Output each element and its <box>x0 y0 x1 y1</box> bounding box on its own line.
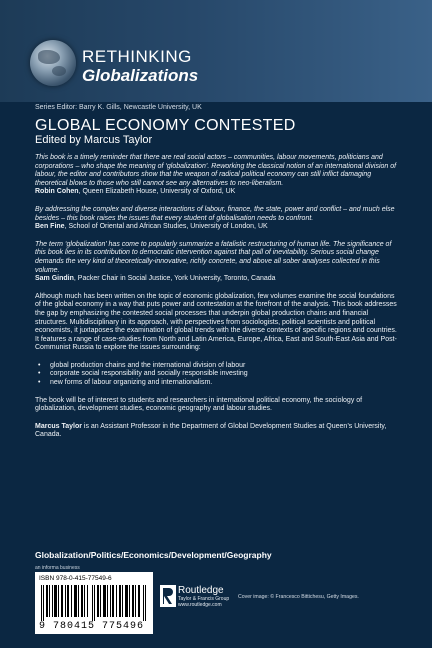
publisher-name: Routledge <box>178 585 224 596</box>
routledge-logo-icon <box>160 585 176 607</box>
list-item: • corporate social responsibility and socially responsible investing <box>38 370 397 379</box>
list-item: • new forms of labour organizing and internationalism. <box>38 379 397 388</box>
endorsement-quote: This book is a timely reminder that there are real social actors – communities, labour movements, politicians and corporations – who shape the meaning of ‘globalization’. Reworking the classical notion of an international division of labour, the editor and contributors show that the weapon of radical political economy can still inflict damaging theoretical blows to those who still cannot see any alternatives to neo-liberalism. <box>35 154 397 187</box>
subject-categories: Globalization/Politics/Economics/Development/Geography <box>35 550 272 560</box>
endorsement-quote: The term ‘globalization’ has come to popularly summarize a fatalistic restructuring of human life. The significance of this book lies in its contribution to democratic intervention against that pall of inevitability. Serious social change demands the very kind of theoretically-innovative, richly concrete, and above all sober analyses collected in this volume. <box>35 240 392 274</box>
list-item: • global production chains and the international division of labour <box>38 362 397 371</box>
endorser-name: Robin Cohen <box>35 188 79 196</box>
informa-tagline: an informa business <box>35 565 80 571</box>
endorser-affiliation: , Packer Chair in Social Justice, York University, Toronto, Canada <box>73 275 276 283</box>
endorser-name: Sam Gindin <box>35 275 74 283</box>
author-bio-text: is an Assistant Professor in the Department of Global Development Studies at Queen’s University, Canada. <box>35 422 387 439</box>
book-description: Although much has been written on the topic of economic globalization, few volumes examine the social foundations of the global economy in a way that puts power and contestation at the forefront of the analysis. This book addresses the gap by emphasizing the contested social processes that underpin global production chains and financial structures. Multidisciplinary in its approach, with perspectives from sociologists, political scientists and political economists, it juxtaposes the examination of global trends with the diverse contexts of specific regions and countries. It features a range of case-studies from North and Latin America, Europe, Africa, East and South-East Asia and Post-Communist Russia to explore the issues surrounding: <box>35 292 397 352</box>
endorsement-attribution <box>35 275 397 284</box>
series-editor: Series Editor: Barry K. Gills, Newcastle University, UK <box>35 104 202 111</box>
audience-statement: The book will be of interest to students and researchers in international political economy, the sociology of globalization, development studies, economic geography and labour studies. <box>35 396 363 413</box>
endorser-affiliation: , Queen Elizabeth House, University of Oxford, UK <box>78 188 236 196</box>
author-bio <box>35 423 397 440</box>
globe-icon <box>30 40 76 86</box>
endorsement-attribution <box>35 223 397 232</box>
series-banner <box>0 0 432 102</box>
endorser-name: Ben Fine <box>35 223 65 231</box>
publisher-url: www.routledge.com <box>178 602 222 608</box>
cover-image-credit: Cover image: © Francesco Bittichesu, Getty Images. <box>238 594 359 600</box>
publisher-logo <box>160 585 240 611</box>
issues-list <box>38 362 397 388</box>
book-title: GLOBAL ECONOMY CONTESTED <box>35 117 296 134</box>
barcode-icon <box>41 585 147 621</box>
isbn-barcode <box>35 572 153 634</box>
isbn-label: ISBN 978-0-415-77549-6 <box>39 575 112 582</box>
author-name: Marcus Taylor <box>35 422 82 430</box>
blurb <box>35 150 397 449</box>
isbn-digits: 9 780415 775496 <box>39 621 145 632</box>
endorser-affiliation: , School of Oriental and African Studies, University of London, UK <box>64 223 268 231</box>
endorsement-attribution <box>35 188 397 197</box>
series-name-italic: Globalizations <box>82 66 199 85</box>
book-editor: Edited by Marcus Taylor <box>35 134 153 146</box>
publisher-group: Taylor & Francis Group <box>178 596 230 602</box>
series-name: RETHINKING <box>82 47 192 66</box>
endorsement-quote: By addressing the complex and diverse interactions of labour, finance, the state, power and conflict – and much else besides – this book raises the issues that every student of globalisation needs to confront. <box>35 205 395 222</box>
